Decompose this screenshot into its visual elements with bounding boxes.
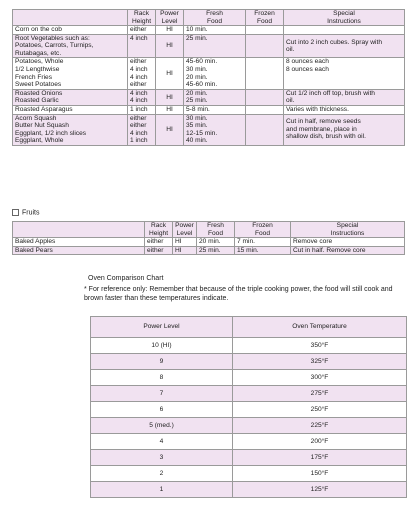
rack-height-cell-line: 1 inch (130, 105, 148, 113)
food-cell (13, 26, 128, 35)
power-level-value: 10 (HI) (91, 338, 233, 354)
frozen-food-cell (246, 34, 284, 58)
power-level-cell: HI (156, 26, 184, 35)
fresh-food-cell-line: 10 min. (186, 26, 208, 34)
power-level-column-header: Power Level (91, 317, 233, 338)
frozen-food-cell (246, 58, 284, 89)
food-cell (13, 114, 128, 145)
fruit-special-instructions-header: Special Instructions (291, 222, 405, 238)
fresh-food-cell-line: 30 min. (186, 114, 208, 122)
fruits-heading-label: Fruits (22, 209, 40, 217)
rack-height-cell (128, 89, 156, 105)
vegetable-row (13, 34, 405, 58)
special-instructions-cell-line: 8 ounces each (286, 66, 329, 74)
oven-temperature-column-header: Oven Temperature (233, 317, 407, 338)
oven-row (91, 386, 407, 402)
special-instructions-cell (284, 89, 405, 105)
oven-row (91, 354, 407, 370)
oven-chart-title: Oven Comparison Chart (88, 275, 164, 282)
vegetable-row (13, 105, 405, 114)
rack-height-cell (128, 26, 156, 35)
power-level-cell: HI (156, 58, 184, 89)
fruit-frozen-cell: 7 min. (235, 238, 291, 247)
fresh-food-cell-line: 12-15 min. (186, 129, 218, 137)
power-level-value: 5 (med.) (91, 418, 233, 434)
fruit-power-level-header: Power Level (173, 222, 197, 238)
oven-temperature-value: 275°F (233, 386, 407, 402)
special-instructions-cell (284, 58, 405, 89)
rack-height-cell-line: 1 inch (130, 137, 148, 145)
rack-height-cell-line: 4 inch (130, 97, 148, 105)
fruits-header-row (13, 222, 405, 238)
fresh-food-cell (184, 105, 246, 114)
power-level-value: 8 (91, 370, 233, 386)
frozen-food-header: Frozen Food (246, 10, 284, 26)
rack-height-cell-line: either (130, 26, 147, 34)
fruit-food-cell: Baked Pears (13, 246, 145, 255)
oven-row (91, 370, 407, 386)
power-level-cell: HI (156, 34, 184, 58)
special-instructions-cell-line: shallow dish, brush with oil. (286, 133, 366, 141)
food-cell (13, 105, 128, 114)
fruit-food-column-header (13, 222, 145, 238)
frozen-food-cell (246, 114, 284, 145)
checkbox-square-icon (12, 209, 19, 216)
food-cell-line: Roasted Asparagus (15, 105, 73, 113)
food-cell-line: 1/2 Lengthwise (15, 66, 60, 74)
food-cell-line: Roasted Garlic (15, 97, 59, 105)
oven-row (91, 466, 407, 482)
food-cell (13, 89, 128, 105)
oven-comparison-table (90, 316, 407, 498)
power-level-header: Power Level (156, 10, 184, 26)
power-level-value: 7 (91, 386, 233, 402)
rack-height-cell-line: 4 inch (130, 34, 148, 42)
special-instructions-cell-line: 8 ounces each (286, 58, 329, 66)
vegetable-row (13, 26, 405, 35)
fruit-row (13, 238, 405, 247)
oven-temperature-value: 250°F (233, 402, 407, 418)
fresh-food-cell (184, 34, 246, 58)
fruits-body (13, 238, 405, 255)
special-instructions-cell-line: Cut into 2 inch cubes. Spray with (286, 38, 383, 46)
rack-height-cell-line: either (130, 122, 147, 130)
power-level-cell: HI (156, 89, 184, 105)
food-cell-line: Corn on the cob (15, 26, 62, 34)
fruit-rack-height-header: Rack Height (145, 222, 173, 238)
oven-chart-note: * For reference only: Remember that because of the triple cooking power, the food will still cook and brown faster than these temperatures indicate. (84, 286, 393, 302)
food-cell (13, 58, 128, 89)
oven-temperature-value: 300°F (233, 370, 407, 386)
food-column-header (13, 10, 128, 26)
special-instructions-cell-line: Cut in half, remove seeds (286, 118, 361, 126)
special-instructions-cell-line: Cut 1/2 inch off top, brush with (286, 89, 375, 97)
special-instructions-cell (284, 105, 405, 114)
oven-row (91, 434, 407, 450)
power-level-value: 4 (91, 434, 233, 450)
vegetable-row (13, 114, 405, 145)
oven-temperature-value: 225°F (233, 418, 407, 434)
rack-height-cell-line: either (130, 114, 147, 122)
frozen-food-cell (246, 26, 284, 35)
rack-height-header: Rack Height (128, 10, 156, 26)
special-instructions-cell-line: oil. (286, 97, 295, 105)
food-cell-line: Root Vegetables such as: (15, 34, 90, 42)
fruit-rack-cell: either (145, 238, 173, 247)
food-cell-line: Acorn Squash (15, 114, 57, 122)
rack-height-cell-line: 4 inch (130, 73, 148, 81)
fresh-food-header: Fresh Food (184, 10, 246, 26)
rack-height-cell (128, 114, 156, 145)
rack-height-cell-line: 4 inch (130, 89, 148, 97)
frozen-food-cell (246, 105, 284, 114)
power-level-value: 3 (91, 450, 233, 466)
oven-temperature-value: 150°F (233, 466, 407, 482)
oven-row (91, 418, 407, 434)
oven-temperature-value: 350°F (233, 338, 407, 354)
fruit-fresh-cell: 20 min. (197, 238, 235, 247)
food-cell-line: Eggplant, 1/2 inch slices (15, 129, 87, 137)
special-instructions-cell (284, 26, 405, 35)
vegetables-body (13, 26, 405, 146)
oven-row (91, 338, 407, 354)
fresh-food-cell-line: 45-60 min. (186, 81, 218, 89)
fruit-power-cell: HI (173, 238, 197, 247)
fresh-food-cell-line: 40 min. (186, 137, 208, 145)
oven-row (91, 482, 407, 498)
special-instructions-cell (284, 34, 405, 58)
fresh-food-cell-line: 20 min. (186, 73, 208, 81)
fresh-food-cell (184, 114, 246, 145)
special-instructions-cell (284, 114, 405, 145)
rack-height-cell (128, 105, 156, 114)
oven-temperature-value: 175°F (233, 450, 407, 466)
fruit-special-cell: Cut in half. Remove core (291, 246, 405, 255)
oven-temperature-value: 200°F (233, 434, 407, 450)
frozen-food-cell (246, 89, 284, 105)
fresh-food-cell-line: 25 min. (186, 97, 208, 105)
fruit-power-cell: HI (173, 246, 197, 255)
fruit-fresh-food-header: Fresh Food (197, 222, 235, 238)
vegetables-header-row (13, 10, 405, 26)
oven-row (91, 450, 407, 466)
fruit-rack-cell: either (145, 246, 173, 255)
fruit-special-cell: Remove core (291, 238, 405, 247)
food-cell-line: Rutabagas, etc. (15, 49, 62, 57)
oven-body (91, 338, 407, 498)
special-instructions-cell-line: and membrane, place in (286, 125, 357, 133)
fresh-food-cell (184, 89, 246, 105)
power-level-value: 6 (91, 402, 233, 418)
food-cell (13, 34, 128, 58)
fruit-row (13, 246, 405, 255)
fresh-food-cell-line: 5-8 min. (186, 105, 210, 113)
fresh-food-cell (184, 58, 246, 89)
rack-height-cell-line: either (130, 81, 147, 89)
vegetable-row (13, 89, 405, 105)
rack-height-cell (128, 58, 156, 89)
fruits-table (12, 221, 405, 255)
food-cell-line: Eggplant, Whole (15, 137, 64, 145)
rack-height-cell-line: 4 inch (130, 129, 148, 137)
oven-temperature-value: 125°F (233, 482, 407, 498)
power-level-value: 2 (91, 466, 233, 482)
food-cell-line: Sweet Potatoes (15, 81, 62, 89)
fresh-food-cell-line: 20 min. (186, 89, 208, 97)
oven-header-row (91, 317, 407, 338)
power-level-value: 1 (91, 482, 233, 498)
fresh-food-cell-line: 45-60 min. (186, 58, 218, 66)
power-level-cell: HI (156, 114, 184, 145)
special-instructions-cell-line: Varies with thickness. (286, 105, 349, 113)
fruit-food-cell: Baked Apples (13, 238, 145, 247)
fruit-frozen-food-header: Frozen Food (235, 222, 291, 238)
vegetable-row (13, 58, 405, 89)
food-cell-line: French Fries (15, 73, 53, 81)
rack-height-cell (128, 34, 156, 58)
food-cell-line: Potatoes, Whole (15, 58, 64, 66)
power-level-cell: HI (156, 105, 184, 114)
fresh-food-cell (184, 26, 246, 35)
rack-height-cell-line: either (130, 58, 147, 66)
fruit-fresh-cell: 25 min. (197, 246, 235, 255)
food-cell-line: Butter Nut Squash (15, 122, 69, 130)
vegetables-table (12, 9, 405, 146)
food-cell-line: Roasted Onions (15, 89, 63, 97)
oven-row (91, 402, 407, 418)
fruits-heading (12, 209, 40, 217)
power-level-value: 9 (91, 354, 233, 370)
special-instructions-cell-line: oil. (286, 46, 295, 54)
fresh-food-cell-line: 30 min. (186, 66, 208, 74)
food-cell-line: Potatoes, Carrots, Turnips, (15, 42, 94, 50)
fresh-food-cell-line: 35 min. (186, 122, 208, 130)
oven-temperature-value: 325°F (233, 354, 407, 370)
fruit-frozen-cell: 15 min. (235, 246, 291, 255)
fresh-food-cell-line: 25 min. (186, 34, 208, 42)
special-instructions-header: Special Instructions (284, 10, 405, 26)
rack-height-cell-line: 4 inch (130, 66, 148, 74)
